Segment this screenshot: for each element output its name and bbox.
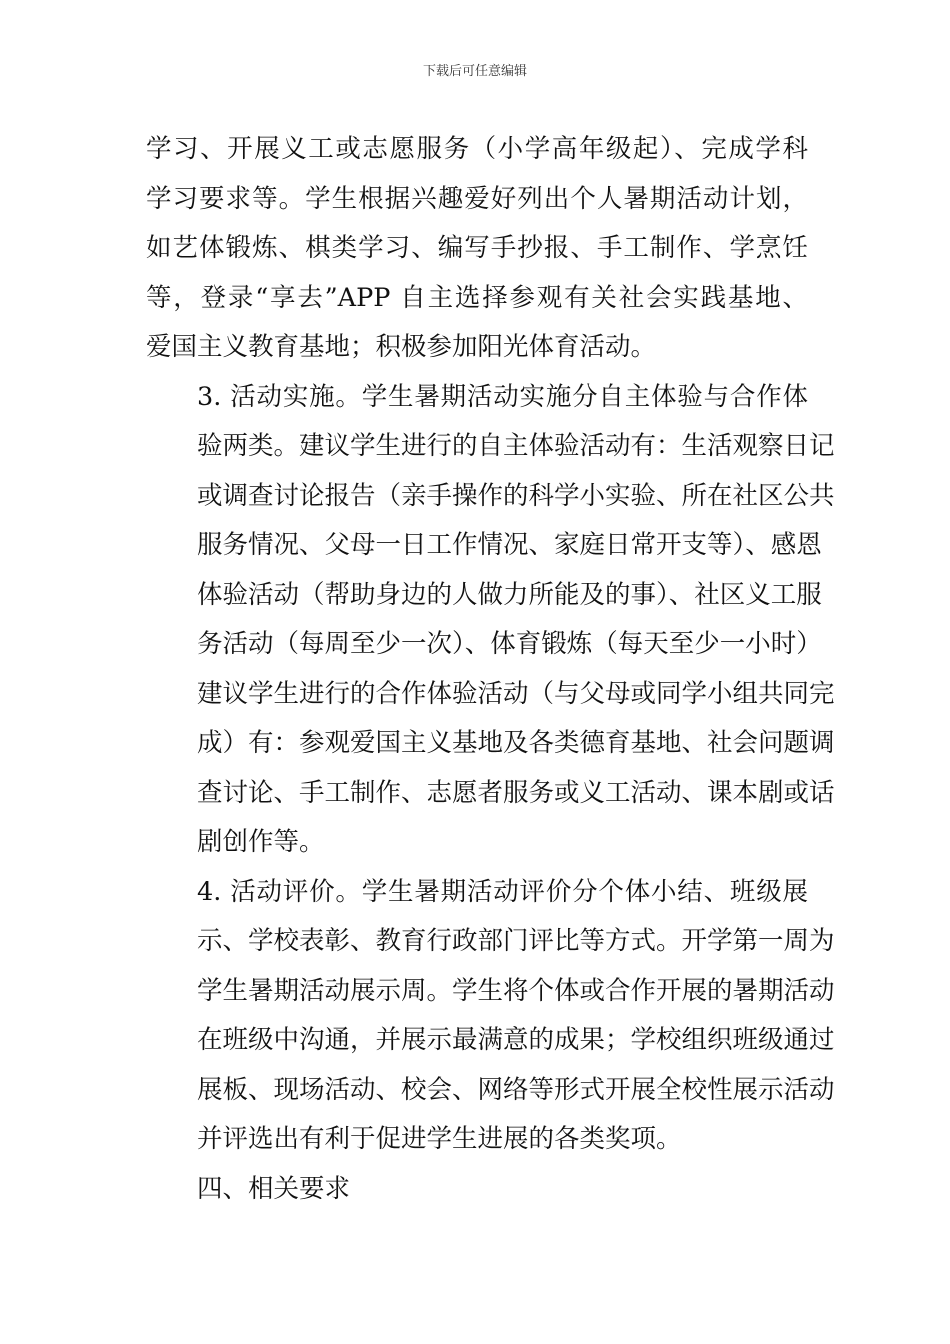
- text-line: 或调查讨论报告（亲手操作的科学小实验、所在社区公共: [197, 480, 835, 511]
- page-header: 下载后可任意编辑: [422, 64, 527, 79]
- text-line: 在班级中沟通，并展示最满意的成果；学校组织班级通过: [197, 1025, 835, 1055]
- text-line: 4. 活动评价。学生暑期活动评价分个体小结、班级展: [197, 876, 808, 907]
- text-line: 体验活动（帮助身边的人做力所能及的事）、社区义工服: [197, 579, 822, 610]
- document-body: [146, 125, 835, 1214]
- text-line: 展板、现场活动、校会、网络等形式开展全校性展示活动: [197, 1074, 835, 1105]
- paragraph: [146, 1165, 808, 1215]
- text-line: 四、相关要求: [197, 1173, 351, 1204]
- text-line: 并评选出有利于促进学生进展的各类奖项。: [197, 1124, 682, 1154]
- text-line: 爱国主义教育基地；积极参加阳光体育活动。: [146, 332, 657, 362]
- text-line: 建议学生进行的合作体验活动（与父母或同学小组共同完: [197, 678, 835, 709]
- text-line: 等，登录“享去”APP 自主选择参观有关社会实践基地、: [146, 282, 808, 313]
- text-line: 学习、开展义工或志愿服务（小学高年级起）、完成学科: [146, 134, 808, 164]
- text-line: 成）有：参观爱国主义基地及各类德育基地、社会问题调: [197, 728, 835, 758]
- text-line: 示、学校表彰、教育行政部门评比等方式。开学第一周为: [197, 926, 835, 956]
- text-line: 服务情况、父母一日工作情况、家庭日常开支等）、感恩: [197, 530, 822, 560]
- paragraph: [146, 868, 835, 1165]
- paragraph: [146, 125, 808, 373]
- paragraph: [146, 373, 835, 868]
- text-line: 剧创作等。: [197, 827, 325, 857]
- text-line: 学习要求等。学生根据兴趣爱好列出个人暑期活动计划，: [146, 183, 808, 214]
- text-line: 务活动（每周至少一次）、体育锻炼（每天至少一小时）: [197, 629, 822, 659]
- text-line: 学生暑期活动展示周。学生将个体或合作开展的暑期活动: [197, 975, 835, 1006]
- text-line: 验两类。建议学生进行的自主体验活动有：生活观察日记: [197, 431, 835, 461]
- text-line: 3. 活动实施。学生暑期活动实施分自主体验与合作体: [197, 381, 808, 412]
- text-line: 如艺体锻炼、棋类学习、编写手抄报、手工制作、学烹饪: [146, 233, 808, 263]
- text-line: 查讨论、手工制作、志愿者服务或义工活动、课本剧或话: [197, 777, 835, 808]
